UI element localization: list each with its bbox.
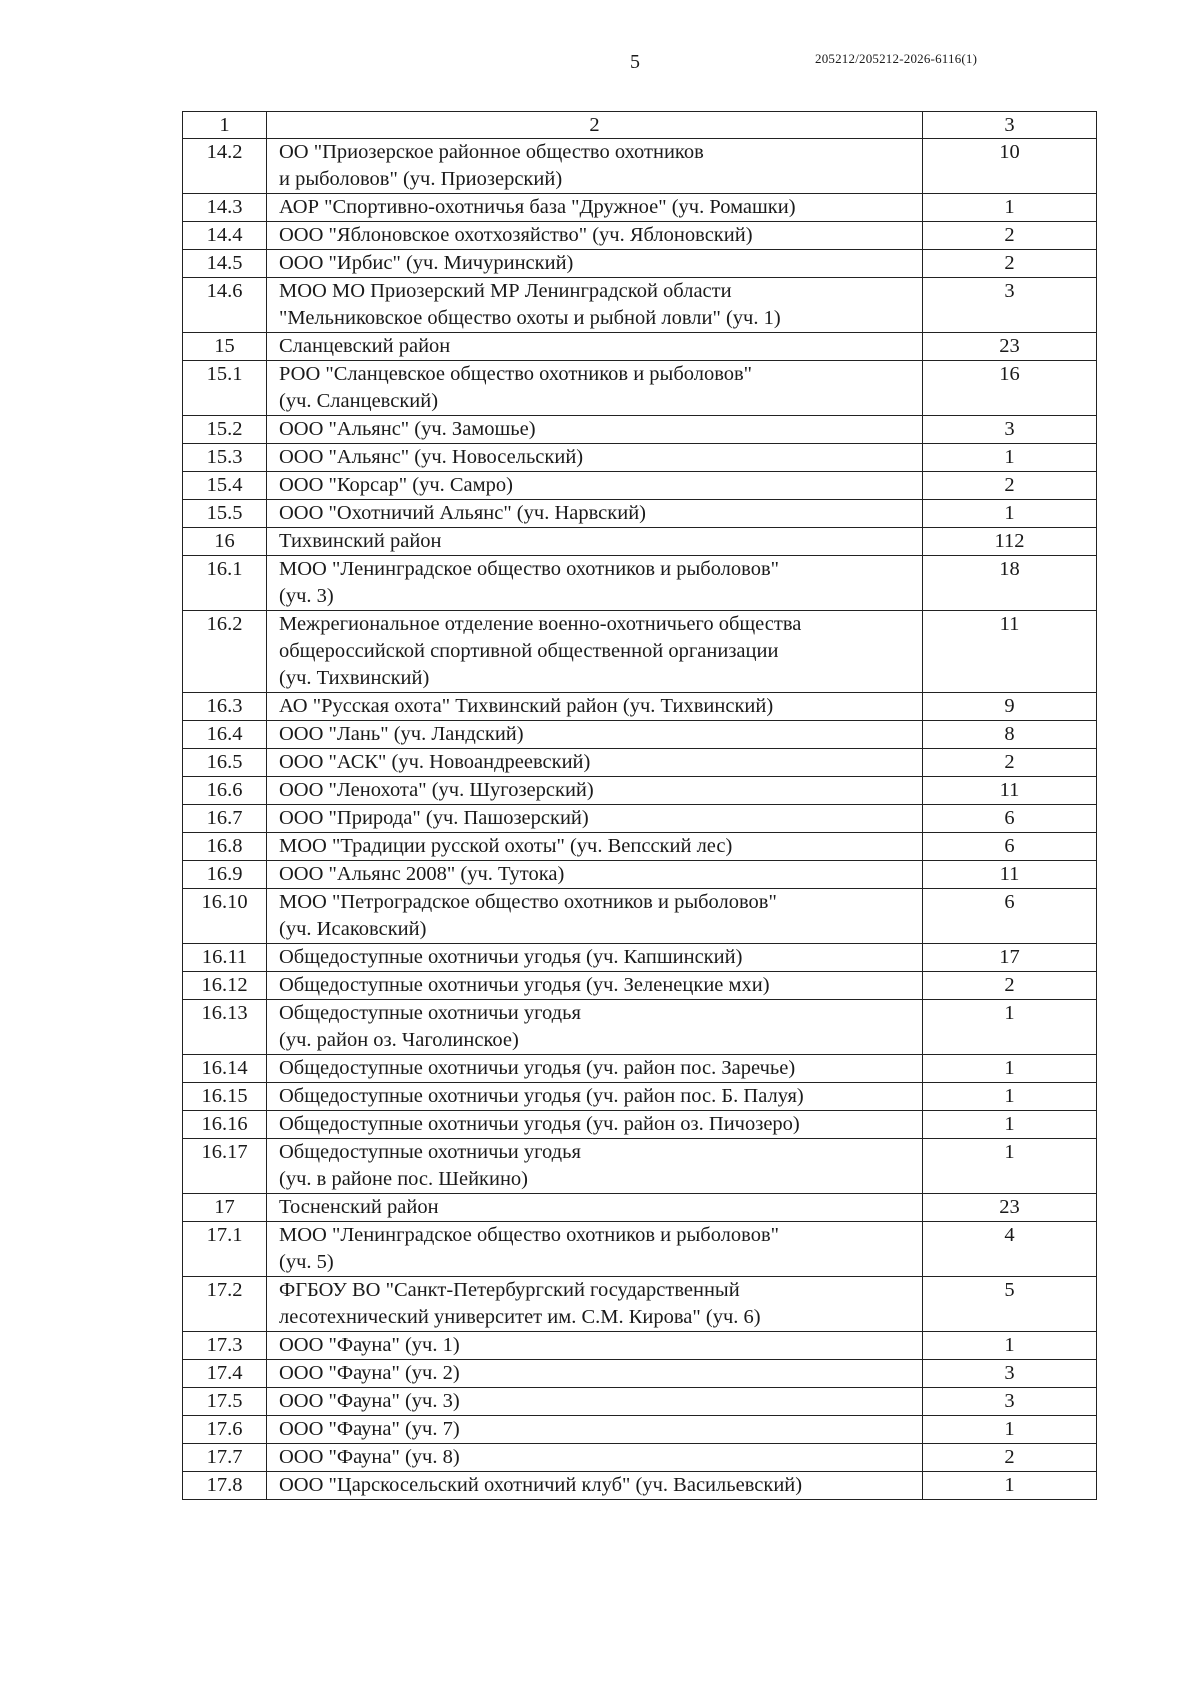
row-organization-line: (уч. район оз. Чаголинское) [279, 1029, 519, 1051]
row-organization: ООО "Царскосельский охотничий клуб" (уч. Васильевский) [267, 1472, 923, 1500]
row-organization: ООО "Альянс 2008" (уч. Тутока) [267, 861, 923, 889]
row-number: 17.5 [183, 1388, 267, 1416]
row-organization-line: (уч. 5) [279, 1251, 334, 1273]
row-number: 16.16 [183, 1111, 267, 1139]
row-number: 15.5 [183, 500, 267, 528]
row-organization [267, 611, 923, 693]
row-organization: ООО "Фауна" (уч. 2) [267, 1360, 923, 1388]
row-organization-line: Межрегиональное отделение военно-охотничьего общества [279, 613, 802, 635]
table-row [183, 250, 1097, 278]
table-row [183, 333, 1097, 361]
row-organization-line: общероссийской спортивной общественной организации [279, 640, 779, 662]
row-number: 16.6 [183, 777, 267, 805]
row-organization [267, 1277, 923, 1332]
row-value: 8 [923, 721, 1097, 749]
row-value: 6 [923, 833, 1097, 861]
row-value: 3 [923, 416, 1097, 444]
row-organization: ООО "Ленохота" (уч. Шугозерский) [267, 777, 923, 805]
table-row [183, 1416, 1097, 1444]
row-value: 2 [923, 250, 1097, 278]
row-number: 16.5 [183, 749, 267, 777]
row-number: 14.3 [183, 194, 267, 222]
row-value: 23 [923, 333, 1097, 361]
row-organization-line: ОО "Приозерское районное общество охотников [279, 141, 704, 163]
table-row [183, 749, 1097, 777]
row-number: 16.4 [183, 721, 267, 749]
row-organization: АОР "Спортивно-охотничья база "Дружное" (уч. Ромашки) [267, 194, 923, 222]
table-row [183, 805, 1097, 833]
row-organization-line: (уч. Тихвинский) [279, 667, 430, 689]
row-number: 16.10 [183, 889, 267, 944]
row-value: 6 [923, 889, 1097, 944]
table-row [183, 361, 1097, 416]
row-organization-line: РОО "Сланцевское общество охотников и рыболовов" [279, 363, 753, 385]
row-number: 14.6 [183, 278, 267, 333]
row-organization [267, 1000, 923, 1055]
row-organization: ООО "Корсар" (уч. Самро) [267, 472, 923, 500]
row-number: 17.8 [183, 1472, 267, 1500]
table-row [183, 1111, 1097, 1139]
document-code: 205212/205212-2026-6116(1) [815, 51, 978, 66]
row-value: 1 [923, 1083, 1097, 1111]
table-row [183, 1000, 1097, 1055]
row-organization: Общедоступные охотничьи угодья (уч. район пос. Заречье) [267, 1055, 923, 1083]
column-number-2: 2 [267, 112, 923, 139]
table-row [183, 472, 1097, 500]
row-organization: Общедоступные охотничьи угодья (уч. район оз. Пичозеро) [267, 1111, 923, 1139]
row-number: 17.7 [183, 1444, 267, 1472]
row-organization: Тосненский район [267, 1194, 923, 1222]
row-number: 14.2 [183, 139, 267, 194]
row-number: 14.5 [183, 250, 267, 278]
table-row [183, 721, 1097, 749]
row-organization-line: Общедоступные охотничьи угодья [279, 1141, 581, 1163]
column-number-3: 3 [923, 112, 1097, 139]
row-organization: АО "Русская охота" Тихвинский район (уч. Тихвинский) [267, 693, 923, 721]
table-row [183, 194, 1097, 222]
hunting-grounds-table [182, 111, 1097, 1500]
table-row [183, 444, 1097, 472]
row-value: 1 [923, 1055, 1097, 1083]
row-organization: ООО "Фауна" (уч. 1) [267, 1332, 923, 1360]
row-organization: Общедоступные охотничьи угодья (уч. Зеленецкие мхи) [267, 972, 923, 1000]
row-organization-line: МОО "Ленинградское общество охотников и рыболовов" [279, 558, 779, 580]
row-value: 10 [923, 139, 1097, 194]
row-value: 2 [923, 749, 1097, 777]
row-value: 112 [923, 528, 1097, 556]
row-organization: ООО "АСК" (уч. Новоандреевский) [267, 749, 923, 777]
row-organization [267, 278, 923, 333]
row-organization: ООО "Ирбис" (уч. Мичуринский) [267, 250, 923, 278]
table-row [183, 1332, 1097, 1360]
row-organization-line: и рыболовов" (уч. Приозерский) [279, 168, 563, 190]
table-row [183, 222, 1097, 250]
row-number: 16.17 [183, 1139, 267, 1194]
row-organization [267, 1222, 923, 1277]
row-value: 1 [923, 500, 1097, 528]
table-row [183, 944, 1097, 972]
row-organization: Сланцевский район [267, 333, 923, 361]
row-value: 1 [923, 1111, 1097, 1139]
row-value: 1 [923, 1332, 1097, 1360]
row-number: 17.6 [183, 1416, 267, 1444]
row-value: 4 [923, 1222, 1097, 1277]
row-number: 16.13 [183, 1000, 267, 1055]
row-number: 15.4 [183, 472, 267, 500]
row-organization-line: МОО МО Приозерский МР Ленинградской области [279, 280, 732, 302]
row-value: 2 [923, 1444, 1097, 1472]
row-organization-line: (уч. Исаковский) [279, 918, 427, 940]
row-organization: ООО "Яблоновское охотхозяйство" (уч. Яблоновский) [267, 222, 923, 250]
row-organization: Общедоступные охотничьи угодья (уч. Капшинский) [267, 944, 923, 972]
row-value: 11 [923, 611, 1097, 693]
row-value: 1 [923, 1472, 1097, 1500]
table-row [183, 416, 1097, 444]
row-organization: ООО "Фауна" (уч. 3) [267, 1388, 923, 1416]
row-organization-line: ФГБОУ ВО "Санкт-Петербургский государственный [279, 1279, 740, 1301]
row-value: 11 [923, 777, 1097, 805]
row-number: 15.3 [183, 444, 267, 472]
table-row [183, 500, 1097, 528]
row-number: 16.1 [183, 556, 267, 611]
row-number: 16.3 [183, 693, 267, 721]
row-value: 5 [923, 1277, 1097, 1332]
table-row [183, 693, 1097, 721]
row-value: 1 [923, 1139, 1097, 1194]
table-row [183, 556, 1097, 611]
row-number: 16.15 [183, 1083, 267, 1111]
row-organization: Общедоступные охотничьи угодья (уч. район пос. Б. Палуя) [267, 1083, 923, 1111]
row-value: 1 [923, 1416, 1097, 1444]
row-value: 6 [923, 805, 1097, 833]
row-value: 1 [923, 444, 1097, 472]
row-number: 15 [183, 333, 267, 361]
table-row [183, 777, 1097, 805]
row-number: 14.4 [183, 222, 267, 250]
row-number: 17 [183, 1194, 267, 1222]
row-organization: ООО "Природа" (уч. Пашозерский) [267, 805, 923, 833]
row-organization-line: (уч. 3) [279, 585, 334, 607]
table-row [183, 1360, 1097, 1388]
row-value: 2 [923, 472, 1097, 500]
row-organization-line: МОО "Ленинградское общество охотников и рыболовов" [279, 1224, 779, 1246]
row-value: 9 [923, 693, 1097, 721]
table-row [183, 1388, 1097, 1416]
row-organization: ООО "Фауна" (уч. 8) [267, 1444, 923, 1472]
row-value: 1 [923, 1000, 1097, 1055]
table-row [183, 278, 1097, 333]
table-row [183, 1277, 1097, 1332]
row-value: 3 [923, 1388, 1097, 1416]
row-organization: ООО "Фауна" (уч. 7) [267, 1416, 923, 1444]
row-number: 17.4 [183, 1360, 267, 1388]
row-organization: Тихвинский район [267, 528, 923, 556]
row-number: 16.7 [183, 805, 267, 833]
table-row [183, 1444, 1097, 1472]
row-organization: ООО "Альянс" (уч. Новосельский) [267, 444, 923, 472]
page-number: 5 [630, 51, 640, 73]
row-number: 16.9 [183, 861, 267, 889]
table-row [183, 889, 1097, 944]
row-organization [267, 556, 923, 611]
row-organization-line: "Мельниковское общество охоты и рыбной ловли" (уч. 1) [279, 307, 781, 329]
table-row [183, 611, 1097, 693]
row-organization: МОО "Традиции русской охоты" (уч. Вепсский лес) [267, 833, 923, 861]
row-number: 16.14 [183, 1055, 267, 1083]
row-organization-line: лесотехнический университет им. С.М. Кирова" (уч. 6) [279, 1306, 761, 1328]
row-organization-line: МОО "Петроградское общество охотников и рыболовов" [279, 891, 777, 913]
row-number: 16.11 [183, 944, 267, 972]
row-value: 1 [923, 194, 1097, 222]
row-organization-line: Общедоступные охотничьи угодья [279, 1002, 581, 1024]
row-value: 2 [923, 222, 1097, 250]
row-organization-line: (уч. Сланцевский) [279, 390, 439, 412]
row-value: 23 [923, 1194, 1097, 1222]
table-row [183, 861, 1097, 889]
row-value: 2 [923, 972, 1097, 1000]
table-row [183, 1139, 1097, 1194]
row-number: 17.3 [183, 1332, 267, 1360]
row-number: 17.2 [183, 1277, 267, 1332]
row-organization [267, 1139, 923, 1194]
row-organization-line: (уч. в районе пос. Шейкино) [279, 1168, 529, 1190]
column-number-1: 1 [183, 112, 267, 139]
row-organization [267, 889, 923, 944]
row-number: 15.1 [183, 361, 267, 416]
table-row [183, 1222, 1097, 1277]
row-organization: ООО "Лань" (уч. Ландский) [267, 721, 923, 749]
table-row [183, 972, 1097, 1000]
row-number: 16.8 [183, 833, 267, 861]
column-number-row [183, 112, 1097, 139]
row-organization: ООО "Альянс" (уч. Замошье) [267, 416, 923, 444]
row-value: 11 [923, 861, 1097, 889]
row-number: 17.1 [183, 1222, 267, 1277]
row-number: 16 [183, 528, 267, 556]
table-row [183, 139, 1097, 194]
table-row [183, 1194, 1097, 1222]
row-value: 16 [923, 361, 1097, 416]
row-number: 16.2 [183, 611, 267, 693]
row-organization [267, 139, 923, 194]
row-value: 3 [923, 1360, 1097, 1388]
table-row [183, 1472, 1097, 1500]
row-value: 3 [923, 278, 1097, 333]
table-row [183, 528, 1097, 556]
table-row [183, 1083, 1097, 1111]
row-number: 15.2 [183, 416, 267, 444]
table-body [183, 112, 1097, 1500]
row-value: 18 [923, 556, 1097, 611]
row-organization: ООО "Охотничий Альянс" (уч. Нарвский) [267, 500, 923, 528]
row-number: 16.12 [183, 972, 267, 1000]
table-row [183, 1055, 1097, 1083]
row-organization [267, 361, 923, 416]
row-value: 17 [923, 944, 1097, 972]
table-row [183, 833, 1097, 861]
